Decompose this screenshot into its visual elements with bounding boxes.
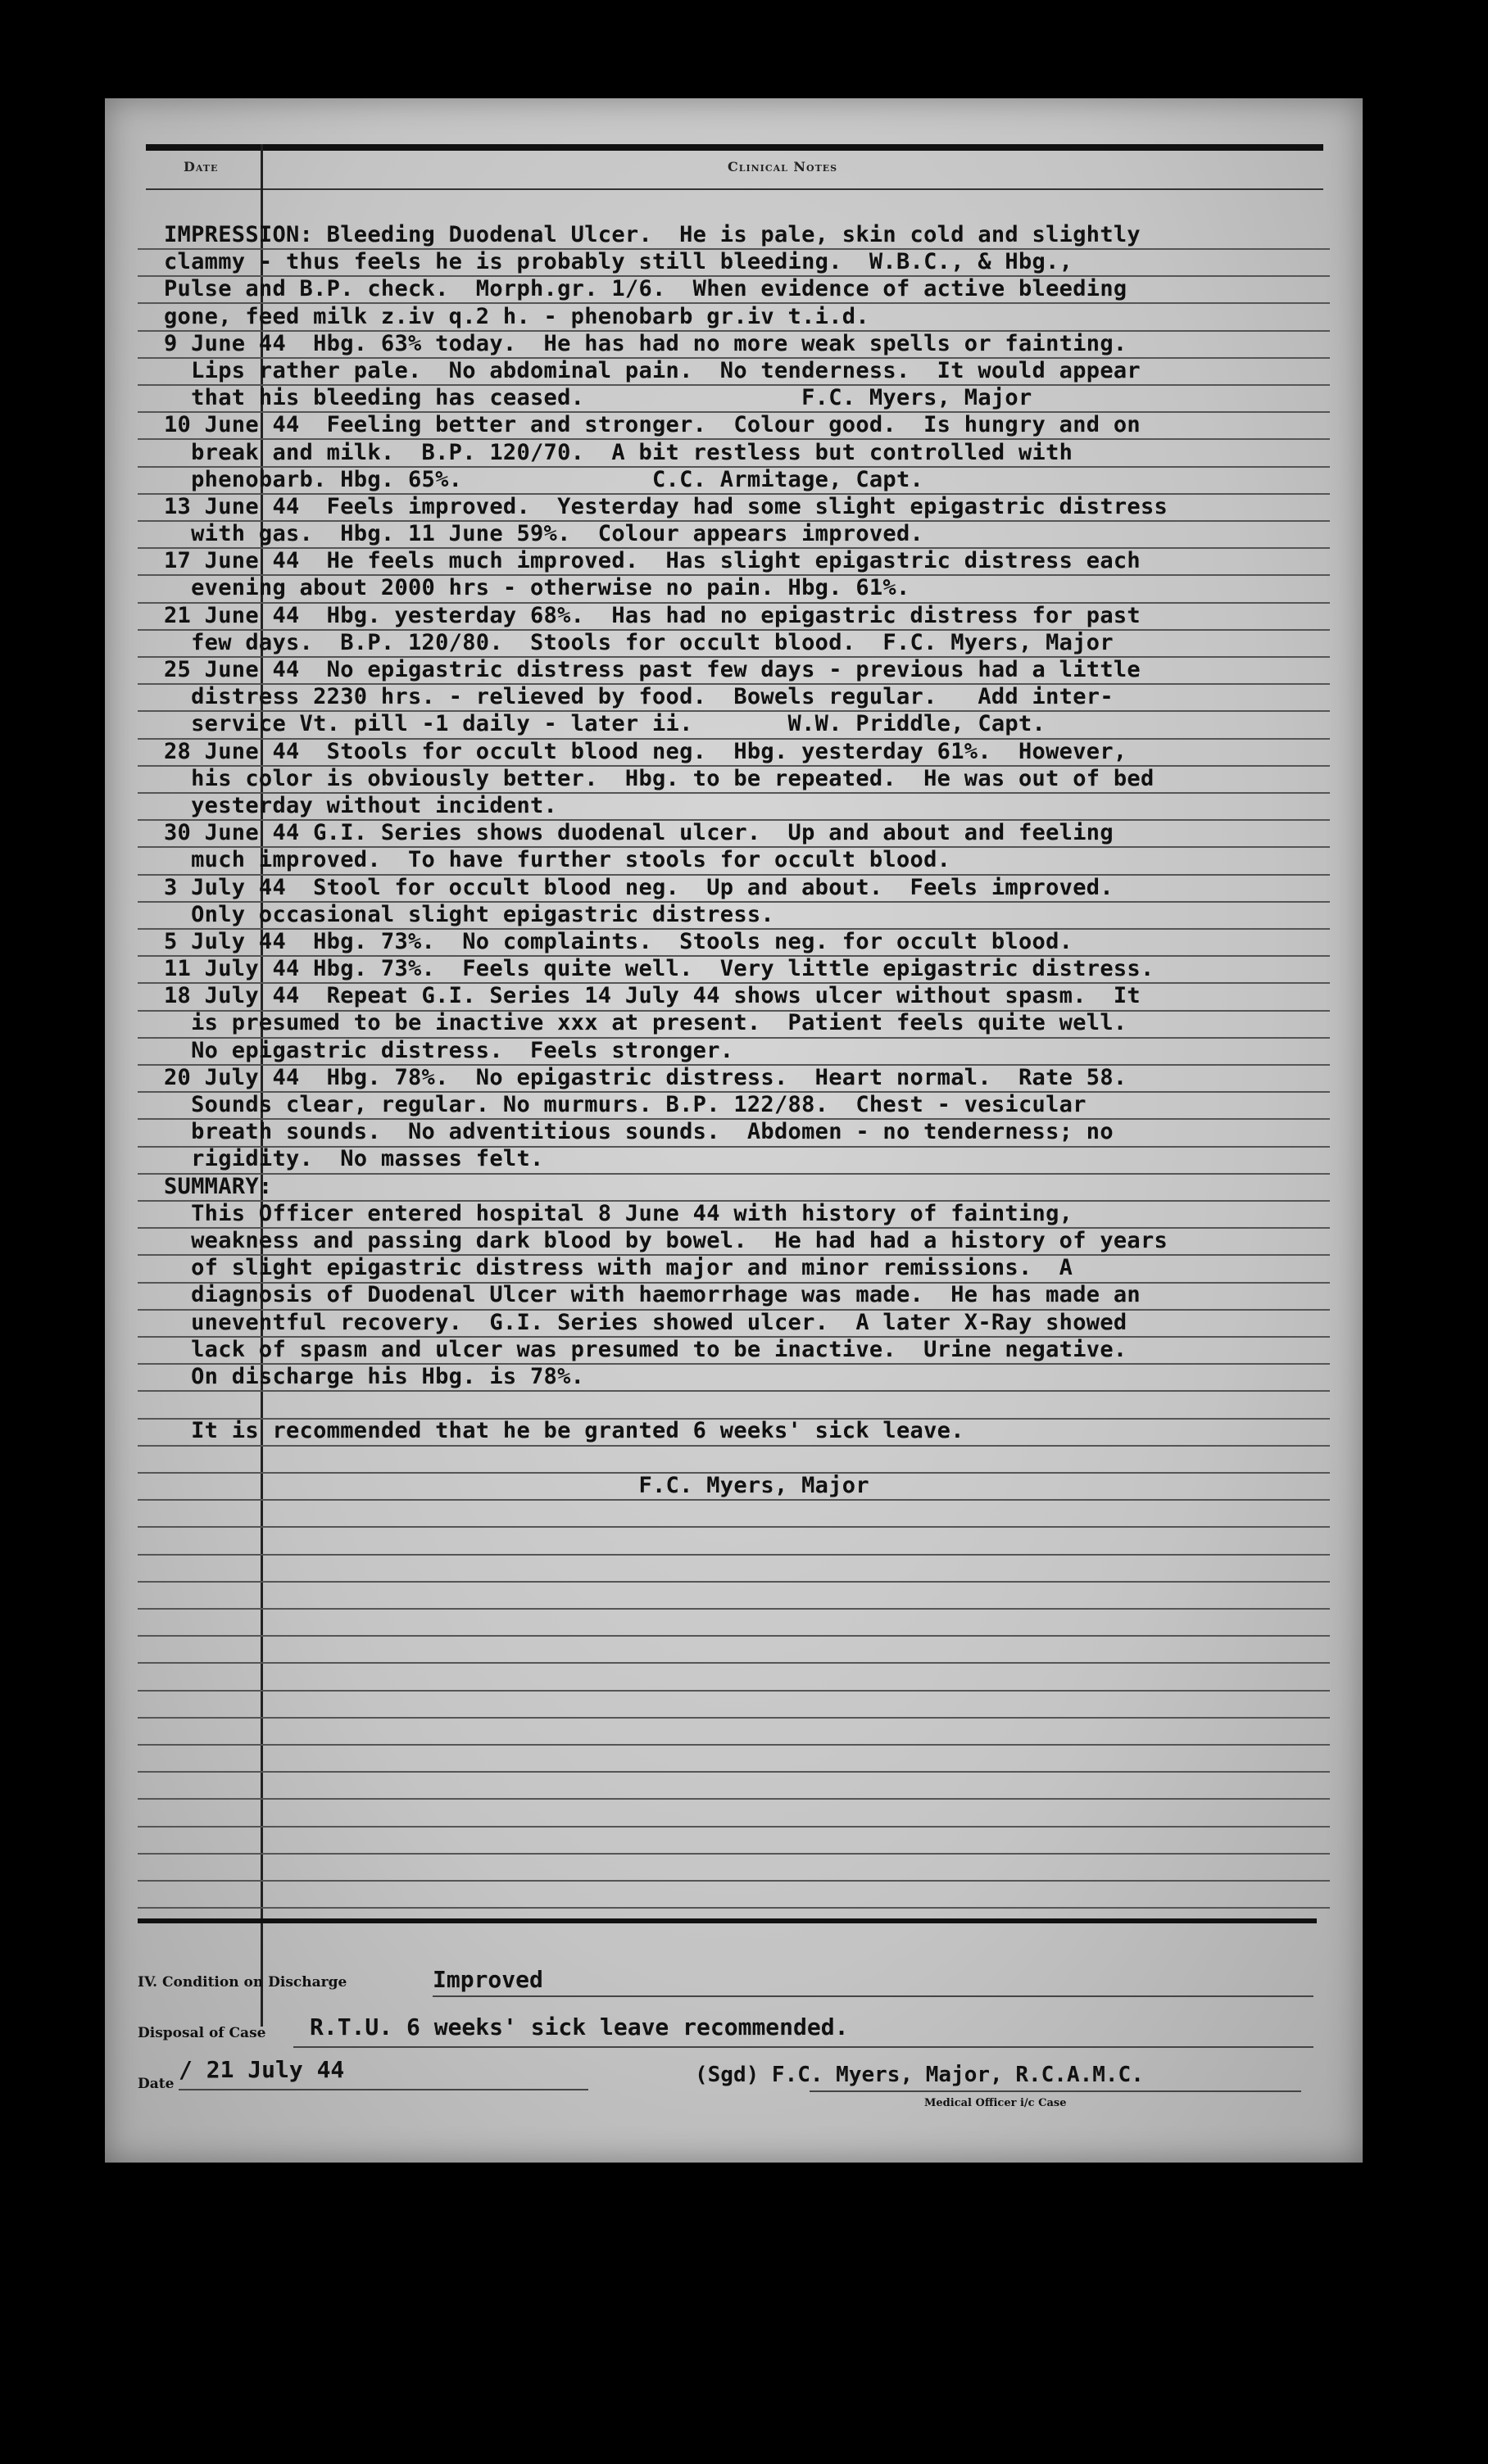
note-line: This Officer entered hospital 8 June 44 with history of fainting,	[164, 1200, 1073, 1226]
date-underline	[179, 2089, 588, 2090]
note-line: service Vt. pill -1 daily - later ii. W.W. Priddle, Capt.	[164, 711, 1046, 737]
note-line	[164, 1444, 1360, 1471]
note-line: It is recommended that he be granted 6 weeks' sick leave.	[164, 1418, 964, 1444]
note-line: clammy - thus feels he is probably still bleeding. W.B.C., & Hbg.,	[164, 249, 1073, 275]
ruled-line	[138, 1744, 1330, 1746]
clinical-notes-text	[164, 221, 1360, 1499]
ruled-line	[138, 1635, 1330, 1637]
note-line: is presumed to be inactive xxx at present. Patient feels quite well.	[164, 1010, 1127, 1036]
note-line: weakness and passing dark blood by bowel. He had had a history of years	[164, 1227, 1168, 1253]
note-line: few days. B.P. 120/80. Stools for occult blood. F.C. Myers, Major	[164, 629, 1114, 655]
note-line: F.C. Myers, Major	[164, 1472, 869, 1498]
condition-underline	[433, 1995, 1313, 1997]
disposal-value: R.T.U. 6 weeks' sick leave recommended.	[310, 2013, 849, 2040]
note-line: diagnosis of Duodenal Ulcer with haemorrhage was made. He has made an	[164, 1282, 1141, 1308]
date-value: / 21 July 44	[179, 2056, 345, 2083]
note-line: 5 July 44 Hbg. 73%. No complaints. Stools neg. for occult blood.	[164, 928, 1073, 954]
disposal-underline	[293, 2046, 1313, 2048]
note-line: On discharge his Hbg. is 78%.	[164, 1363, 585, 1389]
note-line: 10 June 44 Feeling better and stronger. Colour good. Is hungry and on	[164, 412, 1141, 438]
ruled-line	[138, 1499, 1330, 1501]
ruled-line	[138, 1853, 1330, 1855]
note-line: 28 June 44 Stools for occult blood neg. Hbg. yesterday 61%. However,	[164, 738, 1127, 764]
note-line: 3 July 44 Stool for occult blood neg. Up and about. Feels improved.	[164, 874, 1114, 900]
ruled-line	[138, 1690, 1330, 1692]
note-line: 17 June 44 He feels much improved. Has slight epigastric distress each	[164, 548, 1141, 574]
note-line: much improved. To have further stools for occult blood.	[164, 847, 951, 873]
note-line: Pulse and B.P. check. Morph.gr. 1/6. When evidence of active bleeding	[164, 276, 1127, 302]
note-line: distress 2230 hrs. - relieved by food. Bowels regular. Add inter-	[164, 684, 1114, 710]
date-label: Date	[138, 2076, 175, 2092]
note-line: rigidity. No masses felt.	[164, 1146, 544, 1172]
note-line: lack of spasm and ulcer was presumed to be inactive. Urine negative.	[164, 1336, 1127, 1362]
note-line: 18 July 44 Repeat G.I. Series 14 July 44 shows ulcer without spasm. It	[164, 983, 1141, 1009]
note-line: No epigastric distress. Feels stronger.	[164, 1037, 734, 1063]
date-column-header: Date	[184, 159, 219, 174]
ruled-line	[138, 1554, 1330, 1556]
ruled-line	[138, 1771, 1330, 1773]
note-line: 25 June 44 No epigastric distress past few days - previous had a little	[164, 657, 1141, 682]
signature-caption: Medical Officer i/c Case	[924, 2097, 1067, 2109]
note-line: 13 June 44 Feels improved. Yesterday had some slight epigastric distress	[164, 493, 1168, 519]
ruled-line	[138, 1826, 1330, 1828]
note-line	[164, 1390, 1360, 1417]
note-line: 11 July 44 Hbg. 73%. Feels quite well. Very little epigastric distress.	[164, 956, 1155, 982]
ruled-line	[138, 1717, 1330, 1719]
note-line: his color is obviously better. Hbg. to be repeated. He was out of bed	[164, 765, 1155, 791]
note-line: phenobarb. Hbg. 65%. C.C. Armitage, Capt.	[164, 466, 924, 492]
note-line: 21 June 44 Hbg. yesterday 68%. Has had no epigastric distress for past	[164, 602, 1141, 628]
note-line: Lips rather pale. No abdominal pain. No tenderness. It would appear	[164, 357, 1141, 383]
ruled-line	[138, 1880, 1330, 1882]
note-line: 20 July 44 Hbg. 78%. No epigastric distress. Heart normal. Rate 58.	[164, 1064, 1127, 1090]
condition-label: IV. Condition on Discharge	[138, 1974, 347, 1991]
note-line: 30 June 44 G.I. Series shows duodenal ulcer. Up and about and feeling	[164, 820, 1114, 846]
ruled-line	[138, 1526, 1330, 1528]
signature: (Sgd) F.C. Myers, Major, R.C.A.M.C.	[695, 2063, 1144, 2087]
note-line: gone, feed milk z.iv q.2 h. - phenobarb gr.iv t.i.d.	[164, 303, 869, 329]
notes-column-header: Clinical Notes	[728, 159, 838, 174]
note-line: uneventful recovery. G.I. Series showed ulcer. A later X-Ray showed	[164, 1309, 1127, 1335]
header-rule	[146, 188, 1323, 190]
note-line: 9 June 44 Hbg. 63% today. He has had no more weak spells or fainting.	[164, 330, 1127, 356]
note-line: evening about 2000 hrs - otherwise no pain. Hbg. 61%.	[164, 575, 910, 601]
ruled-line	[138, 1608, 1330, 1610]
note-line: of slight epigastric distress with major and minor remissions. A	[164, 1255, 1073, 1281]
disposal-label: Disposal of Case	[138, 2025, 266, 2041]
top-rule	[146, 144, 1323, 151]
signature-underline	[810, 2090, 1301, 2092]
clinical-notes-sheet	[105, 98, 1363, 2163]
note-line: yesterday without incident.	[164, 792, 558, 818]
note-line: IMPRESSION: Bleeding Duodenal Ulcer. He is pale, skin cold and slightly	[164, 222, 1141, 247]
condition-value: Improved	[433, 1966, 543, 1993]
ruled-line	[138, 1907, 1330, 1909]
ruled-line	[138, 1798, 1330, 1800]
note-line: Sounds clear, regular. No murmurs. B.P. 122/88. Chest - vesicular	[164, 1092, 1087, 1117]
note-line: with gas. Hbg. 11 June 59%. Colour appears improved.	[164, 521, 924, 547]
ruled-line	[138, 1581, 1330, 1583]
note-line: breath sounds. No adventitious sounds. Abdomen - no tenderness; no	[164, 1119, 1114, 1145]
note-line: that his bleeding has ceased. F.C. Myers, Major	[164, 385, 1032, 411]
note-line: break and milk. B.P. 120/70. A bit restless but controlled with	[164, 439, 1073, 465]
bottom-rule	[138, 1918, 1317, 1923]
note-line: SUMMARY:	[164, 1173, 273, 1199]
note-line: Only occasional slight epigastric distress.	[164, 901, 774, 927]
ruled-line	[138, 1662, 1330, 1664]
